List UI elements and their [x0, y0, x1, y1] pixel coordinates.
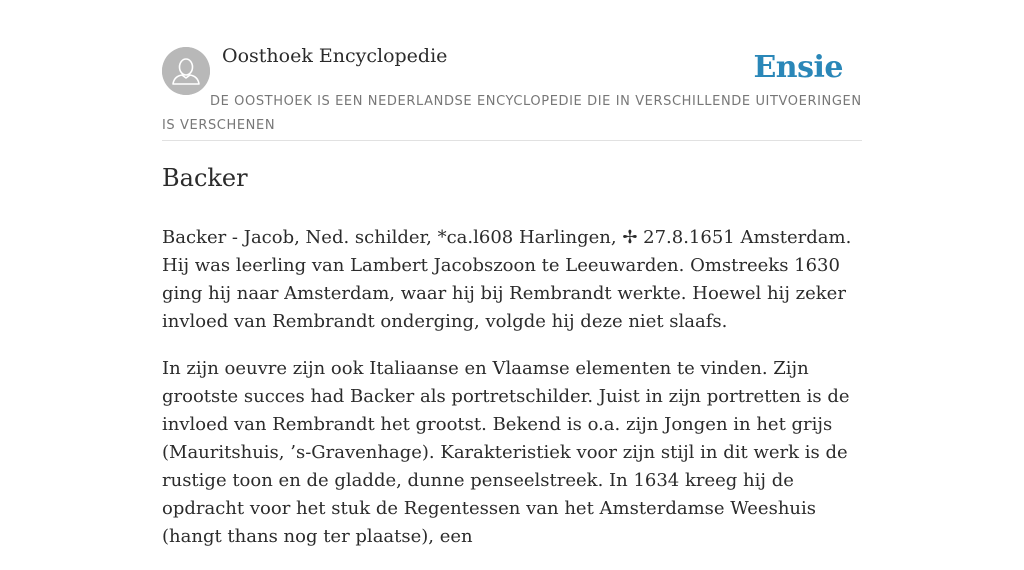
- article-paragraph: Backer - Jacob, Ned. schilder, *ca.l608 Harlingen, ✢ 27.8.1651 Amsterdam. Hij was leerling van Lambert Jacobszoon te Leeuwarden. Omstreeks 1630 ging hij naar Amsterdam, waar hij bij Rembrandt werkte. Hoewel hij zeker invloed van Rembrandt onderging, volgde hij deze niet slaafs.: [162, 227, 852, 332]
- source-tagline: DE OOSTHOEK IS EEN NEDERLANDSE ENCYCLOPEDIE DIE IN VERSCHILLENDE UITVOERINGEN IS VERSCHENEN: [162, 94, 862, 133]
- source-avatar[interactable]: [162, 47, 210, 95]
- user-silhouette-icon: [162, 47, 210, 95]
- brand-logo[interactable]: Ensie: [753, 50, 843, 85]
- article-paragraph: In zijn oeuvre zijn ook Italiaanse en Vlaamse elementen te vinden. Zijn grootste succes had Backer als portretschilder. Juist in zijn portretten is de invloed van Rembrandt het grootst. Bekend is o.a. zijn Jongen in het grijs (Mauritshuis, ’s-Gravenhage). Karakteristiek voor zijn stijl in dit werk is de rustige toon en de gladde, dunne penseelstreek. In 1634 kreeg hij de opdracht voor het stuk de Regentessen van het Amsterdamse Weeshuis (hangt thans nog ter plaatse), een: [162, 358, 850, 547]
- article: [162, 158, 867, 570]
- site-header: [162, 0, 862, 141]
- article-title: Backer: [162, 164, 248, 192]
- source-name[interactable]: Oosthoek Encyclopedie: [222, 45, 448, 67]
